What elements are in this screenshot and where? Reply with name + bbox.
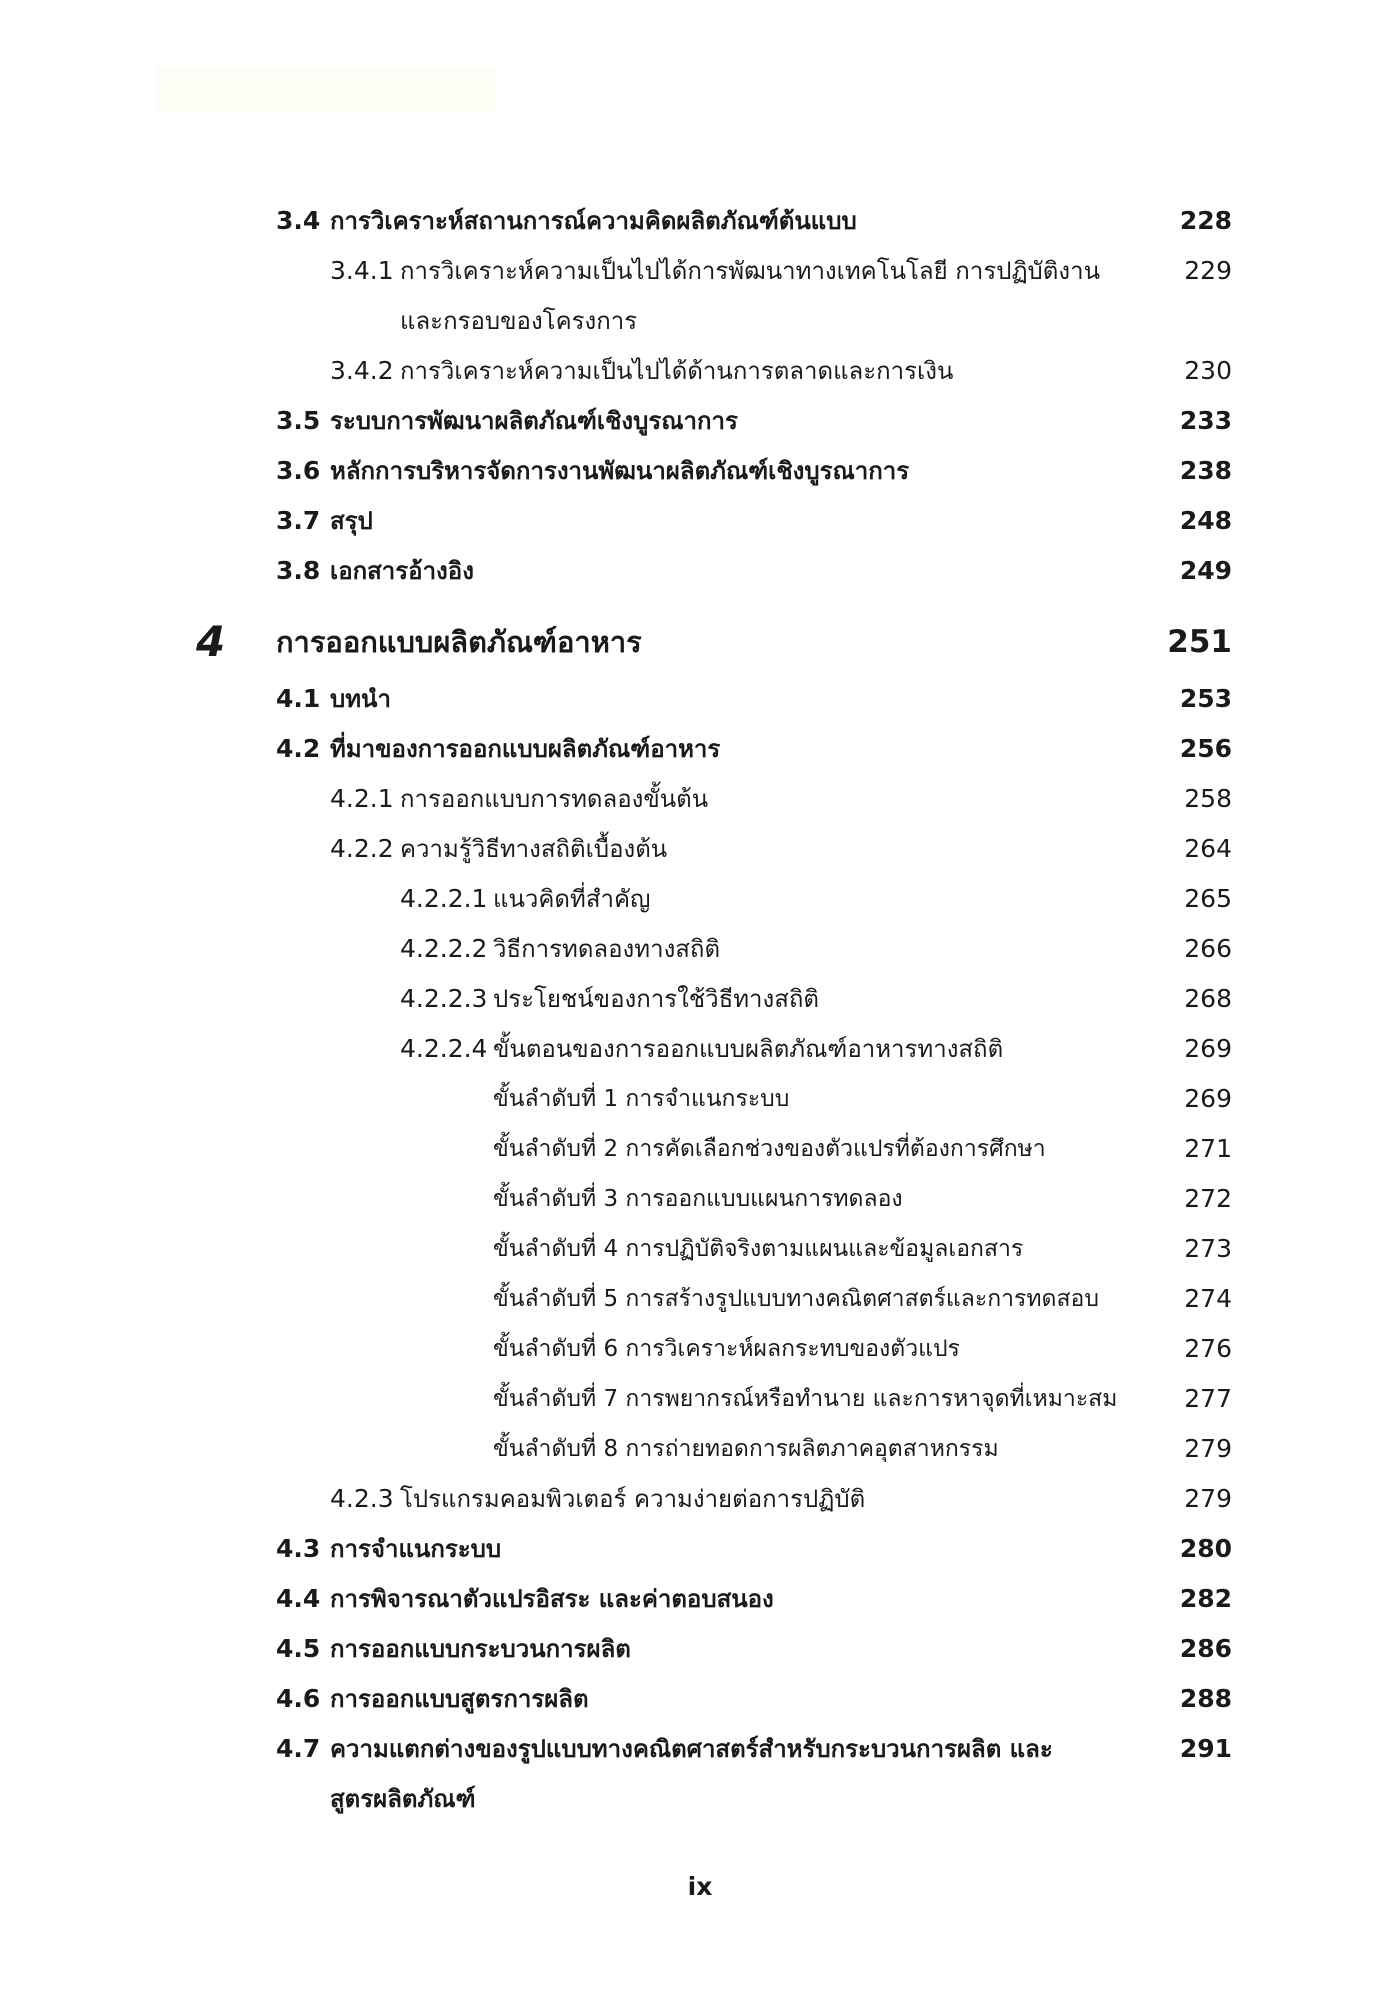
entry-page: 269 [1184,1084,1232,1113]
toc-entry [0,924,1400,974]
toc-entry [0,1474,1400,1524]
toc-entry [0,724,1400,774]
step-title: ขั้นลำดับที่ 6 การวิเคราะห์ผลกระทบของตัวแปร [493,1336,960,1362]
entry-number: 4.2.2.2 [400,934,488,963]
entry-title: ความแตกต่างของรูปแบบทางคณิตศาสตร์สำหรับกระบวนการผลิต และสูตรผลิตภัณฑ์ [330,1735,1053,1813]
toc-entry [0,1574,1400,1624]
chapter-heading [0,610,1400,674]
toc-entry [0,1024,1400,1074]
entry-title: การวิเคราะห์สถานการณ์ความคิดผลิตภัณฑ์ต้นแบบ [330,207,857,235]
entry-number: 4.2 [276,734,321,763]
toc-entry [0,774,1400,824]
entry-title: การวิเคราะห์ความเป็นไปได้การพัฒนาทางเทคโนโลยี การปฏิบัติงาน และกรอบของโครงการ [400,257,1100,335]
entry-number: 3.4.2 [330,356,394,385]
entry-page: 286 [1179,1634,1232,1663]
entry-page: 264 [1184,834,1232,863]
toc-entry [0,346,1400,396]
entry-page: 266 [1184,934,1232,963]
entry-page: 282 [1179,1584,1232,1613]
entry-page: 277 [1184,1384,1232,1413]
entry-page: 271 [1184,1134,1232,1163]
entry-page: 233 [1179,406,1232,435]
toc-entry [0,1724,1400,1824]
entry-number: 4.2.2.1 [400,884,488,913]
entry-title: แนวคิดที่สำคัญ [493,885,651,913]
toc-entry [0,246,1400,346]
entry-title: การออกแบบสูตรการผลิต [330,1685,589,1713]
entry-page: 268 [1184,984,1232,1013]
entry-number: 4.2.2.4 [400,1034,488,1063]
entry-page: 230 [1184,356,1232,385]
entry-number: 3.7 [276,506,321,535]
entry-page: 249 [1179,556,1232,585]
toc-step-entry [0,1424,1400,1474]
entry-title: สรุป [330,507,373,535]
entry-title: การออกแบบกระบวนการผลิต [330,1635,631,1663]
chapter-page: 251 [1167,624,1232,660]
entry-number: 3.5 [276,406,321,435]
entry-page: 253 [1179,684,1232,713]
entry-title: ระบบการพัฒนาผลิตภัณฑ์เชิงบูรณาการ [330,407,738,435]
step-title: ขั้นลำดับที่ 2 การคัดเลือกช่วงของตัวแปรที่ต้องการศึกษา [493,1136,1046,1162]
step-title: ขั้นลำดับที่ 8 การถ่ายทอดการผลิตภาคอุตสาหกรรม [493,1436,999,1462]
entry-page: 279 [1184,1434,1232,1463]
entry-number: 4.2.2.3 [400,984,488,1013]
entry-number: 3.4 [276,206,321,235]
table-of-contents [0,196,1400,1824]
toc-entry [0,196,1400,246]
toc-entry [0,396,1400,446]
step-title: ขั้นลำดับที่ 1 การจำแนกระบบ [493,1086,790,1112]
toc-step-entry [0,1324,1400,1374]
entry-page: 229 [1184,256,1232,285]
entry-number: 4.7 [276,1734,321,1763]
toc-entry [0,824,1400,874]
toc-entry [0,546,1400,596]
entry-page: 276 [1184,1334,1232,1363]
entry-page: 258 [1184,784,1232,813]
entry-page: 238 [1179,456,1232,485]
entry-number: 4.6 [276,1684,321,1713]
entry-page: 228 [1179,206,1232,235]
toc-entry [0,446,1400,496]
entry-page: 248 [1179,506,1232,535]
toc-step-entry [0,1174,1400,1224]
entry-number: 4.4 [276,1584,321,1613]
entry-number: 3.8 [276,556,321,585]
entry-title: ขั้นตอนของการออกแบบผลิตภัณฑ์อาหารทางสถิติ [493,1035,1004,1063]
toc-step-entry [0,1074,1400,1124]
entry-number: 4.1 [276,684,321,713]
step-title: ขั้นลำดับที่ 4 การปฏิบัติจริงตามแผนและข้อมูลเอกสาร [493,1236,1024,1262]
entry-title: ที่มาของการออกแบบผลิตภัณฑ์อาหาร [330,735,721,763]
entry-title: โปรแกรมคอมพิวเตอร์ ความง่ายต่อการปฏิบัติ [400,1485,866,1513]
entry-number: 4.3 [276,1534,321,1563]
toc-entry [0,1524,1400,1574]
entry-page: 274 [1184,1284,1232,1313]
toc-entry [0,496,1400,546]
entry-page: 288 [1179,1684,1232,1713]
entry-title: ความรู้วิธีทางสถิติเบื้องต้น [400,835,668,863]
toc-step-entry [0,1124,1400,1174]
entry-title: การวิเคราะห์ความเป็นไปได้ด้านการตลาดและการเงิน [400,357,954,385]
entry-title: เอกสารอ้างอิง [330,557,474,585]
step-title: ขั้นลำดับที่ 3 การออกแบบแผนการทดลอง [493,1186,903,1212]
chapter-title: การออกแบบผลิตภัณฑ์อาหาร [276,625,642,659]
chapter-number: 4 [196,617,226,666]
entry-page: 265 [1184,884,1232,913]
toc-entry [0,974,1400,1024]
entry-page: 272 [1184,1184,1232,1213]
page-folio: ix [687,1872,713,1901]
entry-number: 3.4.1 [330,256,394,285]
entry-page: 273 [1184,1234,1232,1263]
entry-title: หลักการบริหารจัดการงานพัฒนาผลิตภัณฑ์เชิงบูรณาการ [330,457,910,485]
entry-number: 4.5 [276,1634,321,1663]
step-title: ขั้นลำดับที่ 5 การสร้างรูปแบบทางคณิตศาสตร์และการทดสอบ [493,1286,1099,1312]
entry-number: 3.6 [276,456,321,485]
entry-number: 4.2.1 [330,784,394,813]
toc-entry [0,674,1400,724]
toc-step-entry [0,1224,1400,1274]
toc-step-entry [0,1274,1400,1324]
entry-title: การออกแบบการทดลองขั้นต้น [400,785,709,813]
entry-title: วิธีการทดลองทางสถิติ [493,935,721,963]
entry-page: 280 [1179,1534,1232,1563]
entry-title: บทนำ [330,685,391,713]
entry-page: 256 [1179,734,1232,763]
entry-title: การพิจารณาตัวแปรอิสระ และค่าตอบสนอง [330,1585,774,1613]
step-title: ขั้นลำดับที่ 7 การพยากรณ์หรือทำนาย และการหาจุดที่เหมาะสม [493,1386,1118,1412]
toc-entry [0,1624,1400,1674]
entry-title: การจำแนกระบบ [330,1535,502,1563]
header-smudge [156,66,496,112]
entry-page: 279 [1184,1484,1232,1513]
toc-step-entry [0,1374,1400,1424]
toc-entry [0,874,1400,924]
entry-page: 269 [1184,1034,1232,1063]
entry-number: 4.2.2 [330,834,394,863]
entry-page: 291 [1179,1734,1232,1763]
entry-title: ประโยชน์ของการใช้วิธีทางสถิติ [493,985,820,1013]
entry-number: 4.2.3 [330,1484,394,1513]
toc-entry [0,1674,1400,1724]
